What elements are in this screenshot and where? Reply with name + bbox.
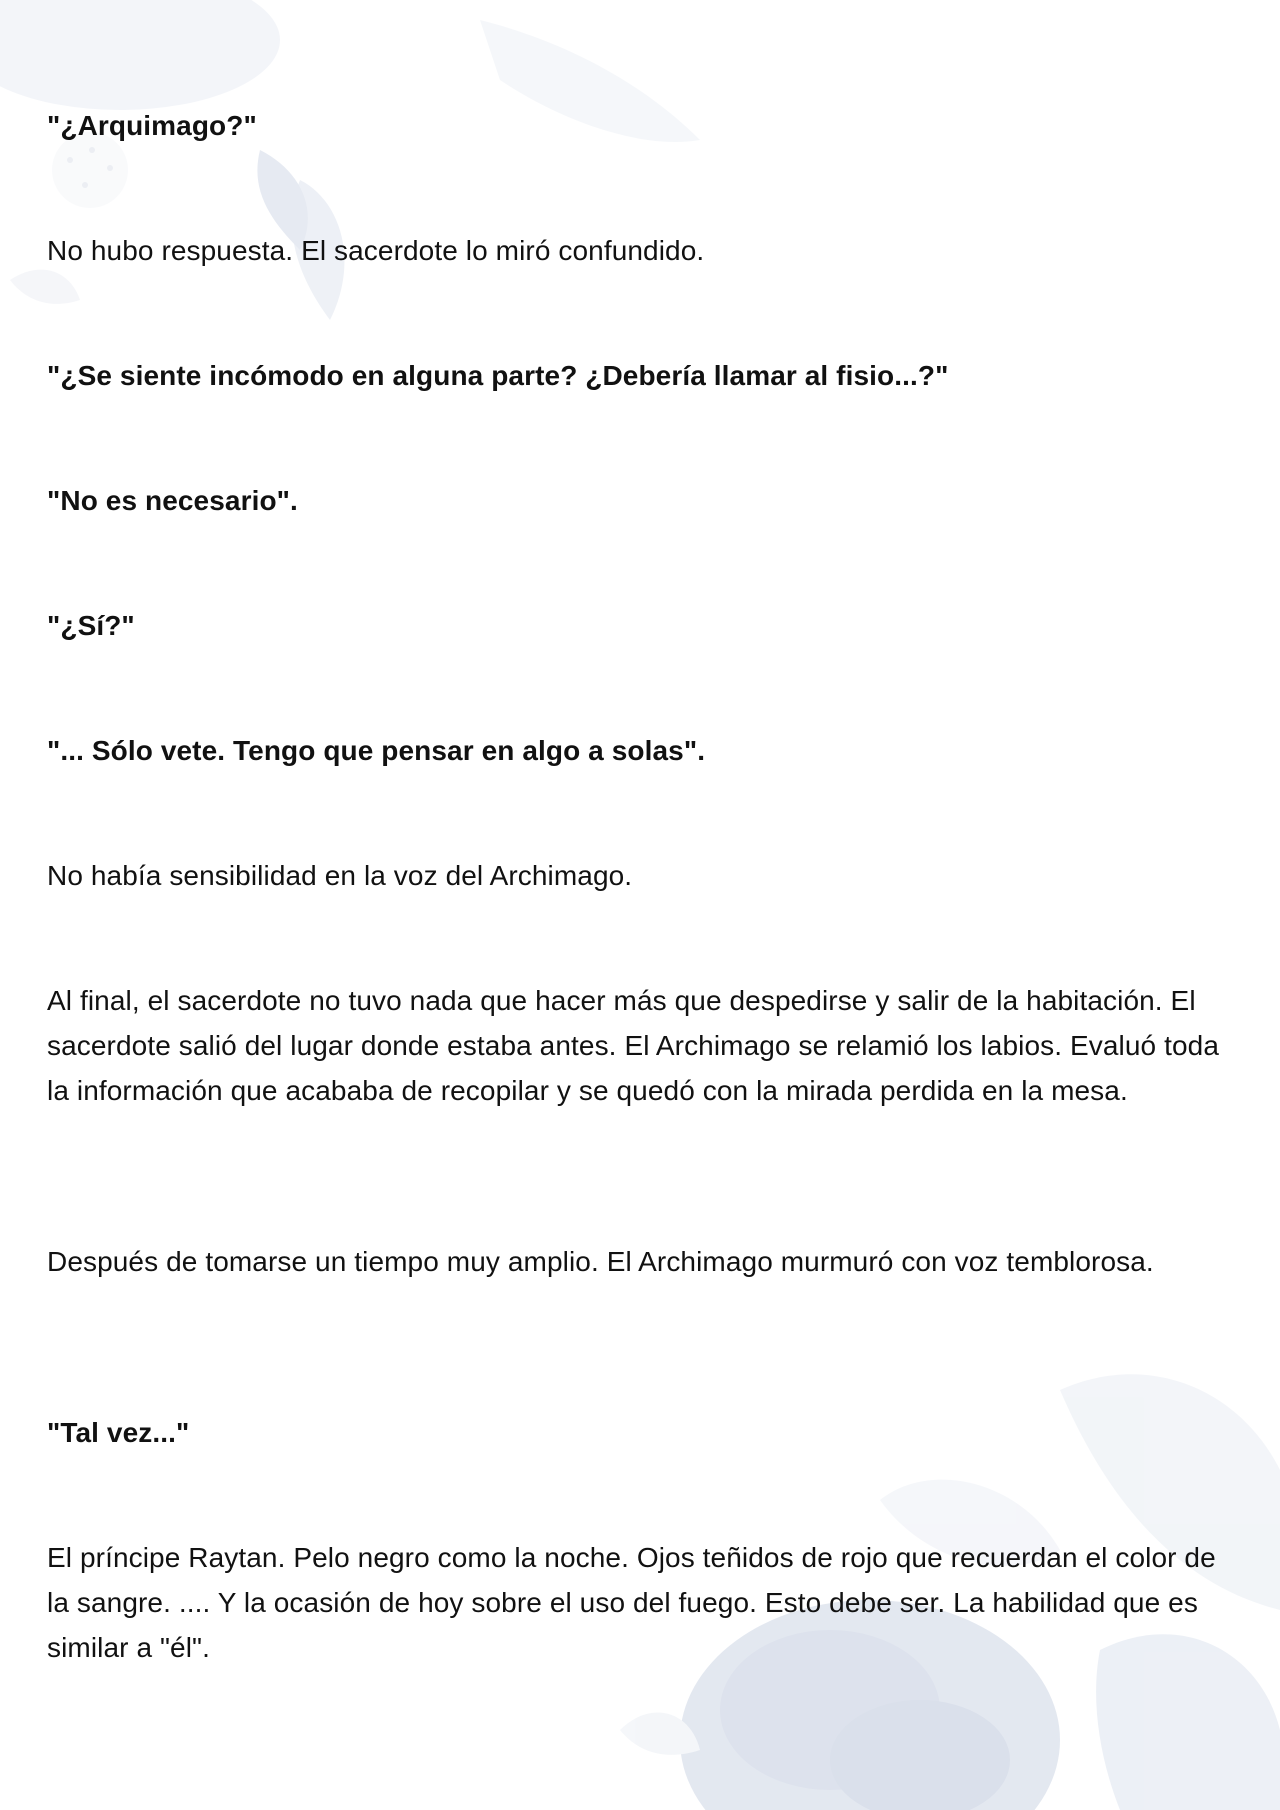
paragraph-5: "¿Sí?" (47, 610, 135, 641)
paragraph-1: "¿Arquimago?" (47, 110, 257, 141)
floral-decoration-top (0, 0, 760, 360)
paragraph-2: No hubo respuesta. El sacerdote lo miró confundido. (47, 235, 705, 266)
paragraph-11: El príncipe Raytan. Pelo negro como la noche. Ojos teñidos de rojo que recuerdan el color de la sangre. .... Y la ocasión de hoy sobre el uso del fuego. Esto debe ser. La habilidad que es similar a "él". (47, 1542, 1216, 1663)
paragraph-10: "Tal vez..." (47, 1417, 190, 1448)
paragraph-4: "No es necesario". (47, 485, 298, 516)
paragraph-3: "¿Se siente incómodo en alguna parte? ¿Debería llamar al fisio...?" (47, 360, 949, 391)
paragraph-6: "... Sólo vete. Tengo que pensar en algo a solas". (47, 735, 706, 766)
paragraph-9: Después de tomarse un tiempo muy amplio. El Archimago murmuró con voz temblorosa. (47, 1246, 1154, 1277)
paragraph-8: Al final, el sacerdote no tuvo nada que hacer más que despedirse y salir de la habitación. El sacerdote salió del lugar donde estaba antes. El Archimago se relamió los labios. Evaluó toda la información que acababa de recopilar y se quedó con la mirada perdida en la mesa. (47, 985, 1219, 1106)
paragraph-7: No había sensibilidad en la voz del Archimago. (47, 860, 633, 891)
